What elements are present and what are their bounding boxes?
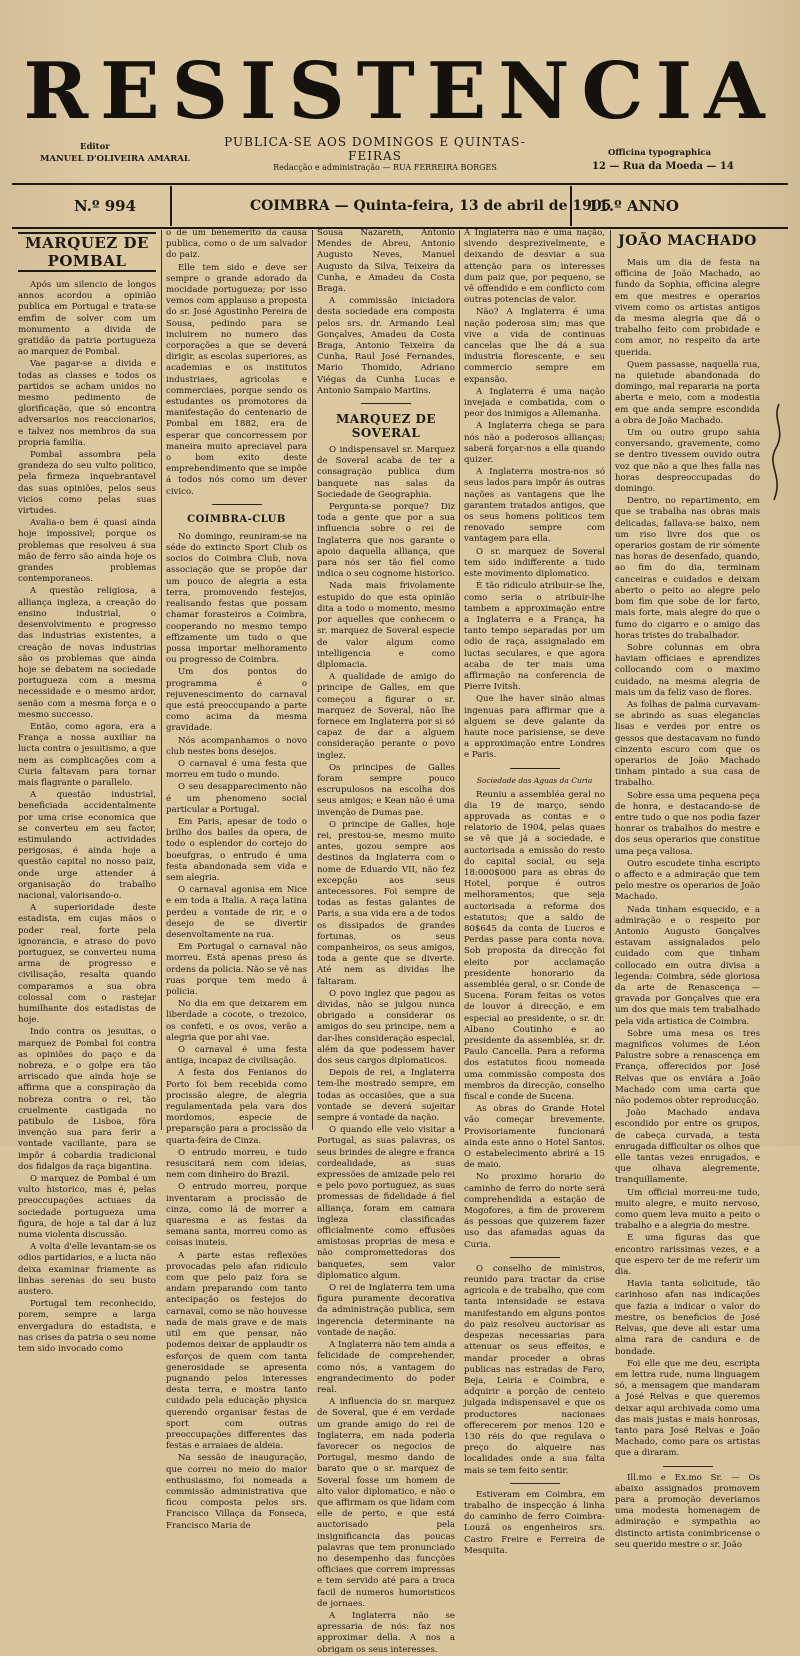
issue-date: COIMBRA — Quinta-feira, 13 de abril de 1905 — [250, 198, 612, 214]
paragraph: É tão ridiculo atribuir-se lhe, como seria o atribuir-lhe tambem a approximação entre a Inglaterra e a França, ha tanto tempo separadas por um odio de raça, assignalado em luctas seculares, e que agora acaba de ter mais uma affirmação na conferencia de Pierre Ivitsh. — [464, 581, 605, 693]
top-rule — [12, 183, 788, 185]
paragraph: Reuniu a assembléa geral no dia 19 de março, sendo approvada as contas e o relatorio de 1904, pelas quaes se vê que já a sociedade, e auctorisada a emissão do resto do capital social, ou seja 18:000$000 para as obras do Hotel, porque é outros melhoramentos; que seja auctorisada a reforma dos estatutos; que a saldo de 80$645 da conta de Lucros e Perdas passe para conta nova. Sob proposta da direcção foi eleito por acclamação presidente honorario da assembléa geral, o sr. Conde de Sucena. Foram feitas os votos de louvor á direcção, e em especial ao presidente, o sr. dr. Albano Coutinho e ao presidente da assembléa, sr. dr. Paulo Cancella. Para a reforma dos estatutos ficou nomeada uma commissão composta dos membros da direcção, conselho fiscal e conde de Sucena. — [464, 789, 605, 1103]
paragraph: Dentro, no repartimento, em que se trabalha nas obras mais delicadas, fallava-se baixo, nem um riso livre dos que os operarios gostam de rir sómente nas horas de desenfado, quando, ao fim do dia, terminam canceiras e cuidados e deixam aberto o peito ao alegre pelo bom fim que sobe de lor farto, mais forte, mais alegre do que o fumo do cigarro e o amigo das horas tristes do trabalhador. — [615, 496, 760, 641]
masthead-title: RESISTENCIA — [23, 46, 777, 137]
paragraph: O rei de Inglaterra tem uma figura puramente decorativa da administração publica, sem ingerencia determinante na vontade de nação. — [317, 1283, 455, 1338]
paragraph: A commissão iniciadora desta sociedade era composta pelos srs. dr. Armando Leal Gonçalves, Amadeu da Costa Braga, Antonio Teixeira da Cunha, Raul José Fernandes, Mario Thomido, Adriano Viégas da Cunha Lucas e Antonio Sampaio Martins. — [317, 296, 455, 396]
paragraph: Pombal assombra pela grandeza do seu vulto politico, pela firmeza inquebrantavel das suas opiniões, pelos seus vicios como pelas suas virtudes. — [18, 450, 156, 517]
paragraph: As folhas de palma curvavam-se abrindo as suas elegancias lisas e verdes por entre os gessos que destacavam no fundo cinzento escuro com que os operarios de João Machado tinham pintado a sua casa de trabalho. — [615, 699, 760, 789]
paragraph: O conselho de ministros, reunido para tractar da crise agricola e de trabalho, que com tanta intensidade se estava manifestando em alguns pontos do paiz resolveu auctorisar as despezas necessarias para attenuar os seus effeitos, e mandar proceder a obras publicas nas estradas de Faro, Beja, Leiria e Coimbra, e adquirir a porção de centeio julgada indispensavel e que os productores nacionaes offerecerem por menos 120 e 130 réis do que regulava o preço do alqueire nas localidades onde a sua falta mais se tem feito sentir. — [464, 1263, 605, 1476]
issue-number: N.º 994 — [74, 197, 137, 215]
paragraph: O carnaval é uma festa que morreu em tudo o mundo. — [166, 758, 307, 781]
section-divider — [510, 1257, 560, 1258]
section-heading: COIMBRA-CLUB — [187, 513, 286, 525]
section-divider — [510, 768, 560, 769]
paragraph: O entrudo morreu, porque inventaram a procissão de cinza, como lá de morrer a quaresma e as festas da semana santa, morreu como as coisas inuteis. — [166, 1182, 307, 1249]
paragraph: A parte estas reflexões provocadas pelo afan ridiculo com que pelo paiz fora se andam preparando com tanto antecipação os festejos do carnaval, como se não houvesse nada de mais grave e de mais util em que pensar, não podemos deixar de applaudir os esforços de quem com tanta generosidade se apresenta pugnando pelos interesses desta terra, e mostra tanto cuidado pela educação physica querendo organisar festas de sport com outras preoccupações differentes das festas e arraiaes de aldeia. — [166, 1250, 307, 1452]
paragraph: Na sessão de inauguração, que correu no meio do maior enthusiasmo, foi nomeada a commissão administrativa que ficou composta pelos srs. Francisco Villaça da Fonseca, Francisco Maria de — [166, 1453, 307, 1531]
paragraph: Um dos pontos do programma é o rejuvenescimento do carnaval que está preoccupando a parte como acima da mesma gravidade. — [166, 667, 307, 734]
paragraph: Elle tem sido e deve ser sempre o grande adorado da mocidade portugueza; por isso vemos com applauso a proposta do sr. José Agostinho Pereira de Sousa, pedindo para se incluirem no numero das corporações a que se deverá dirigir, as escolas superiores, as academias e os institutos industriaes, agricolas e commerciaes, porque sendo os estudantes os promotores da manifestação do centenario de Pombal em 1882, era de esperar que concorressem por maneira muito apreciavel para o bom exito deste emprehendimento que se impõe á todos nós como um dever civico. — [166, 262, 307, 497]
issue-year: 11.º ANNO — [588, 197, 679, 215]
column-separator — [312, 230, 313, 1130]
paragraph: O principe de Galles, hoje rei, prestou-se, mesmo muito antes, gozou sempre aos destinos da Inglaterra com o nome de Eduardo VII, não fez excepção aos seus antecessores. Foi sempre de todas as festas galantes de Paris, a sua vida era a de todos os dissipados de grandes fortunas, os seus companheiros, os seus amigos, toda a gente que se diverte. Até nem as dividas lhe faltaram. — [317, 819, 455, 987]
paragraph: O seu desapparecimento não é um phenomeno social particular a Portugal. — [166, 782, 307, 815]
paragraph: E uma figuras das que encontro rarissimas vezes, e a que espero ter de me referir um dia. — [615, 1233, 760, 1278]
paragraph: Quem passasse, naquella rua, na quietude abandonada do domingo, mal repararia na porta aberta e meio, com a modestia em que anda sempre escondida a obra de João Machado. — [615, 359, 760, 426]
paragraph: Os principes de Galles foram sempre pouco escrupulosos na escolha dos seus amigos; e Kean não é uma invenção de Dumas pae. — [317, 762, 455, 818]
article-heading: MARQUEZ DE POMBAL — [18, 232, 156, 272]
paragraph: Após um silencio de longos annos acordou a opinião publica em Portugal e trata-se emfim de solver com um monumento a divida de gratidão da patria portugueza ao marquez de Pombal. — [18, 280, 156, 358]
paragraph: A qualidade de amigo do principe de Galles, em que começou a figurar o sr. marquez de Soveral, não lhe fornece em Inglaterra por si só capaz de dar a alguem consideração perante o povo inglez. — [317, 672, 455, 761]
masthead-office — [592, 146, 782, 174]
paragraph: Foi elle que me deu, escripta em lettra rude, numa linguagem só, a mensagem que mandaram a José Relvas e que queremos deixar aqui archivada como uma das mais justas e mais honrosas, tanto para José Relvas e João Machado, como para os artistas que a diraram. — [615, 1358, 760, 1459]
paragraph: Um official morreu-me tudo, muito alegre, e muito nervoso, como quem leva muito a peito o trabalho e a alegria do mestre. — [615, 1187, 760, 1232]
paragraph: Avalia-o bem é quasi ainda hoje impossivel; porque os problemas que resolveu á sua mão de ferro são ainda hoje os grandes problemas contemporaneos. — [18, 518, 156, 585]
paragraph: O sr. marquez de Soveral tem sido indifferente a tudo este movimento diplomatico. — [464, 546, 605, 580]
paragraph: O indispensavel sr. Marquez de Soveral acaba de ter a consagração publica dum banquete nas salas da Sociedade de Geographia. — [317, 445, 455, 500]
paragraph: Ill.mo e Ex.mo Sr. — Os abaixo assignados promovem para a promoção deveriamos uma modesta homenagem de admiração e sympathia ao distincto artista conimbricense o seu querido mestre o sr. João — [615, 1472, 760, 1550]
office-label: Officina typographica — [608, 148, 712, 158]
column-separator — [161, 230, 162, 1130]
paragraph: A Inglaterra mostra-nos só seus lados para impôr ás outras nações as vantagens que lhe garantem tratados antigos, que os seus homens politicos tem renovado sempre com vantagem para ella. — [464, 467, 605, 545]
paragraph: Em Portugal o carnaval não morreu. Está apenas preso ás ordens da policia. Não se vê nas ruas porque tem medo á policia. — [166, 942, 307, 997]
office-address: 12 — Rua da Moeda — 14 — [592, 161, 734, 172]
paragraph: Não? A Inglaterra é uma nação poderosa sim; mas que vive a vida de continuas cancelas que lhe dá a sua industria florescente, e seu commercio sempre em expansão. — [464, 307, 605, 385]
paragraph: O quando elle veio visitar a Portugal, as suas palavras, os seus brindes de alegre e franca cordealidade, as suas expressões de amizade pelo rei e pelo povo portuguez, as suas promessas de fidelidade á fiel alliança, foram em camara ingleza classificadas officialmente como effusões amistosas proprias de mesa e não compromettedoras dos banquetes, sem valor diplomatico algum. — [317, 1125, 455, 1281]
masthead-redaction: Redacção e administração — RUA FERREIRA BORGES — [273, 163, 497, 172]
paragraph: A volta d'elle levantam-se os odios partidarios, e a lucta não deixa examinar friamente as linhas serenas do seu busto austero. — [18, 1242, 156, 1298]
paragraph: A superioridade deste estadista, em cujas mãos o poder real, forte pela ignorancia, e atraso do povo portuguez, se converteu numa arma de progresso e civilisação, resalta quando comparamos a sua obra colossal com o rastejar humilhante dos estadistas de hoje. — [18, 903, 156, 1026]
column-4 — [464, 228, 605, 1556]
paragraph: Indo contra os jesuitas, o marquez de Pombal foi contra as opiniões do paço e da nobreza, e o golpe era tão arriscado que ainda hoje se affirma que a conspiração da nobreza contra o rei, tão cruelmente castigada no patibulo de Lisboa, fôra invenção sua para ferir a vontade vacillante, para se impôr á cobardia tradicional dos fidalgos da raça bigantina. — [18, 1027, 156, 1172]
paragraph: A Inglaterra não se apressaria de nós: faz nos approximar della. A nos a obrigam os seus interesses. — [317, 1610, 455, 1655]
masthead-editor — [40, 141, 200, 165]
paragraph: O carnaval é uma festa antiga, incapaz de civilisação. — [166, 1045, 307, 1067]
paragraph: A Inglaterra chega se para nós não a poderosos allianças; saberá forçar-nos a ella quando quizer. — [464, 421, 605, 466]
section-divider — [510, 1483, 560, 1484]
paragraph: Depois de rei, a Inglaterra tem-lhe mostrado sempre, em todas as occasiões, que a sua vontade se deverá sujeitar sempre á vontade da nação. — [317, 1068, 455, 1124]
paragraph: Nós acompanhamos o novo club nestes bons desejos. — [166, 735, 307, 757]
section-heading: MARQUEZ DE SOVERAL — [335, 412, 437, 441]
paragraph: O carnaval agonisa em Nice e em toda a Italia. A raça latina perdeu a vontade de rir, e o desejo de se divertir desenvoltamente na rua. — [166, 885, 307, 940]
column-2 — [166, 228, 307, 1531]
paragraph: o de um benemerito da causa publica, como o de um salvador do paiz. — [166, 228, 307, 261]
column-separator — [459, 230, 460, 1130]
paragraph: Havia tanta solicitude, tão carinhoso afan nas indicações que fazia a indicar o valor do mestre, os beneficios de José Relvas, que deve ali estar uma alma rara de candura e de bondade. — [615, 1279, 760, 1357]
paragraph: A festa dos Fenianos do Porto foi bem recebida como procissão alegre, de alegria regulamentada pela vara dos mordomos, especie de preparação para a procissão da quarta-feira de Cinza. — [166, 1068, 307, 1146]
handwritten-mark — [764, 400, 794, 510]
paragraph: Nada mais frivolamente estupido do que esta opinião dita a todo o momento, mesmo por aquelles que conhecem o sr. marquez de Soveral especie de valor algum como intelligencia e como diplomacia. — [317, 581, 455, 670]
paragraph: Sobre essa uma pequena peça de honra, e destacando-se de entre tudo o que nos podia fazer honrar os trabalhos do mestre e dos seus operarios que constitue uma peça valiosa. — [615, 790, 760, 857]
paragraph: Em Paris, apesar de todo o brilho dos bailes da opera, de todo o esplendor do cortejo do boeufgras, o entrudo é uma festa abandonada sem vida e sem alegria. — [166, 816, 307, 883]
paragraph: Sousa Nazareth, Antonio Mendes de Abreu, Antonio Augusto Neves, Manuel Augusto da Silva, Teixeira da Cunha, e Amadeu da Costa Braga. — [317, 228, 455, 295]
column-5 — [615, 228, 760, 1550]
masthead-subtitle: PUBLICA-SE AOS DOMINGOS E QUINTAS-FEIRAS — [224, 135, 526, 163]
paragraph: As obras do Grande Hotel vão começar brevemente. Provisoriamente funcionará ainda este anno o Hotel Santos. O estabelecimento abrirá a 15 de maio. — [464, 1104, 605, 1171]
paragraph: Pergunta-se porque? Diz toda a gente que por a sua influencia sobre o rei de Inglaterra que nos garante o apoio daquella alliança, que para nós ser tão fiel como indica o seu cognome historico. — [317, 502, 455, 580]
paragraph: Um ou outro grupo sahia conversando, gravemente, como se dentro tivessem ouvido outra voz que não a que lhes falla nas horas despreoccupadas do domingo. — [615, 428, 760, 495]
paragraph: A Inglaterra não tem ainda a felicidade de comprehender, como nós, a vantagem do engrandecimento do poder real. — [317, 1340, 455, 1395]
editor-label: Editor — [80, 142, 110, 152]
paragraph: Então, como agora, era a França a nossa auxiliar na lucta contra o jesuitismo, a que nem as complicações com a Curia faltavam para tornar mais flagrante o parallelo. — [18, 721, 156, 788]
paragraph: A questão religiosa, a alliança ingleza, a creação do ensino industrial, o desenvolvimento e progresso das industrias existentes, a creação de novas industrias são os problemas que ainda hoje se debatem na sociedade portugueza com a mesma necessidade e o mesmo ardor, senão com a mesma força e o mesmo successo. — [18, 586, 156, 720]
paragraph: Nada tinham esquecido, e a admiração e o respeito por Antonio Augusto Gonçalves estavam assignalados pelo cuidado com que tinham collocado em outra divisa a legenda: Coimbra, séde gloriosa da arte de Renascença — gravada por Gonçalves que era um dos que mais tem trabalhado pela vida artistica de Coimbra. — [615, 904, 760, 1027]
column-separator — [610, 230, 611, 1130]
paragraph: O povo inglez que pagou as dividas, não se julgou nunca obrigado a considerar os amigos do seu principe, nem a dar-lhes consideração especial, além da que podessem haver dos seus cargos diplomaticos. — [317, 988, 455, 1067]
paragraph: Portugal tem reconhecido, porem, sempre a larga envergadura do estadista, e nas crises da patria o seu nome tem sido invocado como — [18, 1299, 156, 1355]
paragraph: Sobre colunnas em obra haviam officiaes e aprendizes collocando com o maximo cuidado, na mesma alegria de mais um da feliz vaso de flores. — [615, 642, 760, 698]
paragraph: João Machado andava escondido por entre os grupos, de cabeça curvada, a testa enrugada difficultar os olhos que elle tantas vezes enrugados, e que olhava alegremente, tranquillamente. — [615, 1108, 760, 1186]
paragraph: No proximo horario do caminho de ferro do norte será comprehendida a estação de Mogofores, a fim de proverem ás pessoas que quizerem fazer uso das afamadas aguas da Curia. — [464, 1172, 605, 1250]
section-divider — [361, 403, 411, 404]
paragraph: A questão industrial, beneficiada accidentalmente por uma crise economica que se converteu em seu factor, estimulando actividades perigosas, é ainda hoje a questão capital no nosso paiz, onde urge attender á organisação do trabalho nacional, valorisando-o. — [18, 790, 156, 901]
editor-name: MANUEL D'OLIVEIRA AMARAL — [40, 154, 190, 164]
paragraph: Estiveram em Coimbra, em trabalho de inspecção á linha do caminho de ferro Coimbra-Louzã os engenheiros srs. Castro Freire e Ferreira de Mesquita. — [464, 1489, 605, 1556]
paragraph: Mais um dia de festa na officina de João Machado, ao fundo da Sophia, officina alegre em que mestres e operarios vivem como os artistas antigos da mesma alegria que dá o trabalho feito com probidade e com amor, no respeito da arte querida. — [615, 258, 760, 358]
section-heading: Sociedade das Aguas da Curia — [476, 775, 593, 785]
paragraph: No dia em que deixarem em liberdade a cocote, o trezoico, os confeti, e os ovos, verão a alegria que por ahi vae. — [166, 999, 307, 1043]
paragraph: A Inglaterra não é uma nação, sivendo desprezivelmente, e deixando de desviar a sua attenção para os interesses dum paiz que, por pequeno, se vê offendido e em conflicto com outras potencias de valor. — [464, 228, 605, 306]
paragraph: Sobre uma mesa os tres magnificos volumes de Léon Palustre sobre a renascença em França, offerecidos por José Relvas que os enviára a João Machado com uma carta que não podemos obter reproducção. — [615, 1028, 760, 1107]
bar-divider-left — [170, 186, 172, 226]
paragraph: Que lhe haver sinão almas ingenuas para affirmar que a alguem se deve galante da haute noce parisiense, se deve a approximação entre Londres e Paris. — [464, 694, 605, 761]
section-divider — [212, 504, 262, 505]
paragraph: Outro escudete tinha escripto o affecto e a admiração que tem pelo mestre os operarios de João Machado. — [615, 858, 760, 903]
paragraph: A Inglaterra é uma nação invejada e combatida, com o peor dos inimigos a Allemanha. — [464, 386, 605, 420]
paragraph: No domingo, reuniram-se na séde do extincto Sport Club os socios do Coimbra Club, nova associação que se propõe dar um pouco de alegria a esta terra, promovendo festejos, realisando festas que possam chamar forasteiros a Coimbra, cooperando no mesmo tempo effizamente um tudo o que possa importar melhoramento ou progresso de Coimbra. — [166, 531, 307, 666]
paragraph: A influencia do sr. marquez de Soveral, que é em verdade um grande amigo do rei de Inglaterra, em nada poderia favorecer os negocios de Portugal, mesmo dando de barato que o sr. marquez de Soveral fosse um homem de alto valor diplomatico, e não o que affirmam os que lidam com elle de perto, e que está auctorisado pela insignificancia das poucas palavras que tem pronunciado no desempenho das funcções officiaes que correm impressas e tem servido até para a troca facil de numeros humoristicos de jornaes. — [317, 1397, 455, 1609]
paragraph: O marquez de Pombal é um vulto historico, mas é, pelas preoccupações actuaes da sociedade portugueza uma figura, de hoje a tal dar á luz numa violenta discussão. — [18, 1174, 156, 1241]
section-divider — [663, 1466, 713, 1467]
paragraph: O entrudo morreu, e tudo resuscitará nem com ideias, nem com dinheiro do Brazil. — [166, 1147, 307, 1181]
article-heading: JOÃO MACHADO — [618, 233, 757, 249]
column-3 — [317, 228, 455, 1655]
column-1 — [18, 228, 156, 1355]
paragraph: Vae pagar-se a divida e todas as classes e todos os partidos se acham unidos no mesmo pedimento de glorificação, que só encontra adversarios nos reaccionarios, e talvez nos membros da sua propria familia. — [18, 359, 156, 448]
